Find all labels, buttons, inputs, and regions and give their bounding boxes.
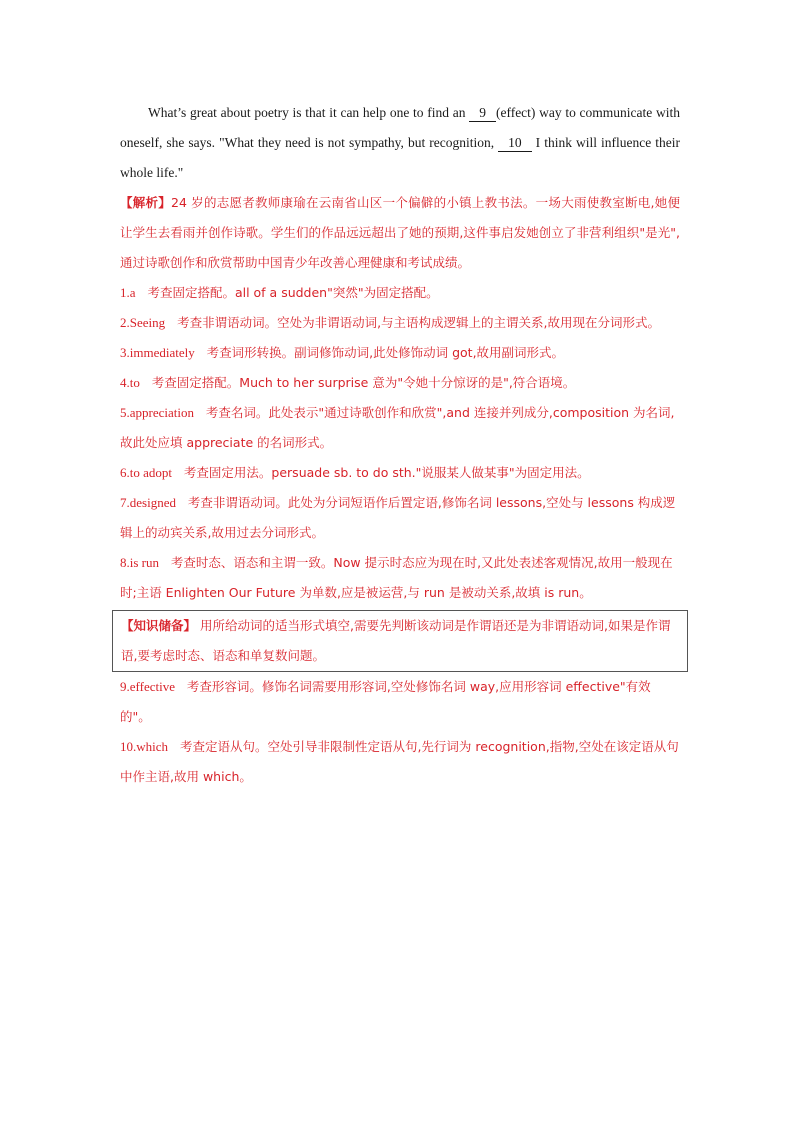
blank-10: 10 (498, 135, 532, 152)
knowledge-box (112, 610, 688, 672)
answer-explanation: 考查非谓语动词。此处为分词短语作后置定语,修饰名词 lessons,空处与 lessons 构成逻辑上的动宾关系,故用过去分词形式。 (120, 495, 676, 540)
answer-item (120, 278, 680, 308)
answer-number: 2.Seeing (120, 315, 166, 330)
answer-item (120, 308, 680, 338)
answer-item (120, 398, 680, 458)
passage-paragraph (120, 98, 680, 188)
answer-item (120, 548, 680, 608)
answer-number: 5.appreciation (120, 405, 194, 420)
answer-item (120, 488, 680, 548)
answer-item (120, 458, 680, 488)
answer-number: 7.designed (120, 495, 176, 510)
answer-explanation: 考查词形转换。副词修饰动词,此处修饰动词 got,故用副词形式。 (206, 345, 565, 360)
answer-item (120, 368, 680, 398)
blank-9: 9 (469, 105, 496, 122)
answer-number: 10.which (120, 739, 169, 754)
answer-explanation: 考查形容词。修饰名词需要用形容词,空处修饰名词 way,应用形容词 effective"有效的"。 (120, 679, 651, 724)
answer-explanation: 考查固定搭配。Much to her surprise 意为"令她十分惊讶的是",符合语境。 (151, 375, 576, 390)
analysis-tag: 【解析】 (120, 195, 172, 210)
answer-item (120, 732, 680, 792)
document-page (120, 98, 680, 792)
answer-list-a (120, 278, 680, 608)
answer-number: 6.to adopt (120, 465, 172, 480)
answer-explanation: 考查名词。此处表示"通过诗歌创作和欣赏",and 连接并列成分,composition 为名词,故此处应填 appreciate 的名词形式。 (120, 405, 675, 450)
answer-number: 9.effective (120, 679, 175, 694)
knowledge-paragraph (121, 611, 679, 671)
answer-explanation: 考查定语从句。空处引导非限制性定语从句,先行词为 recognition,指物,空处在该定语从句中作主语,故用 which。 (120, 739, 679, 784)
answer-number: 3.immediately (120, 345, 195, 360)
knowledge-tag: 【知识储备】 (121, 618, 197, 633)
answer-number: 4.to (120, 375, 140, 390)
answer-explanation: 考查固定用法。persuade sb. to do sth."说服某人做某事"为固定用法。 (183, 465, 590, 480)
passage-text-3: I think will influence their whole life." (120, 135, 680, 180)
answer-explanation: 考查固定搭配。all of a sudden"突然"为固定搭配。 (147, 285, 439, 300)
analysis-paragraph (120, 188, 680, 278)
answer-number: 1.a (120, 285, 136, 300)
answer-list-b (120, 672, 680, 792)
knowledge-text: 用所给动词的适当形式填空,需要先判断该动词是作谓语还是为非谓语动词,如果是作谓语,要考虑时态、语态和单复数问题。 (121, 618, 671, 663)
answer-item (120, 672, 680, 732)
answer-item (120, 338, 680, 368)
analysis-text: 24 岁的志愿者教师康瑜在云南省山区一个偏僻的小镇上教书法。一场大雨使教室断电,她便让学生去看雨并创作诗歌。学生们的作品远远超出了她的预期,这件事启发她创立了非营利组织"是光",通过诗歌创作和欣赏帮助中国青少年改善心理健康和考试成绩。 (120, 195, 680, 270)
answer-explanation: 考查时态、语态和主谓一致。Now 提示时态应为现在时,又此处表述客观情况,故用一般现在时;主语 Enlighten Our Future 为单数,应是被运营,与 run 是被动关系,故填 is run。 (120, 555, 673, 600)
passage-text-1: What’s great about poetry is that it can help one to find an (148, 105, 470, 120)
passage-text-2: (effect) way to communicate with oneself, she says. "What they need is not sympathy, but recognition, (120, 105, 680, 150)
answer-number: 8.is run (120, 555, 159, 570)
answer-explanation: 考查非谓语动词。空处为非谓语动词,与主语构成逻辑上的主谓关系,故用现在分词形式。 (177, 315, 661, 330)
